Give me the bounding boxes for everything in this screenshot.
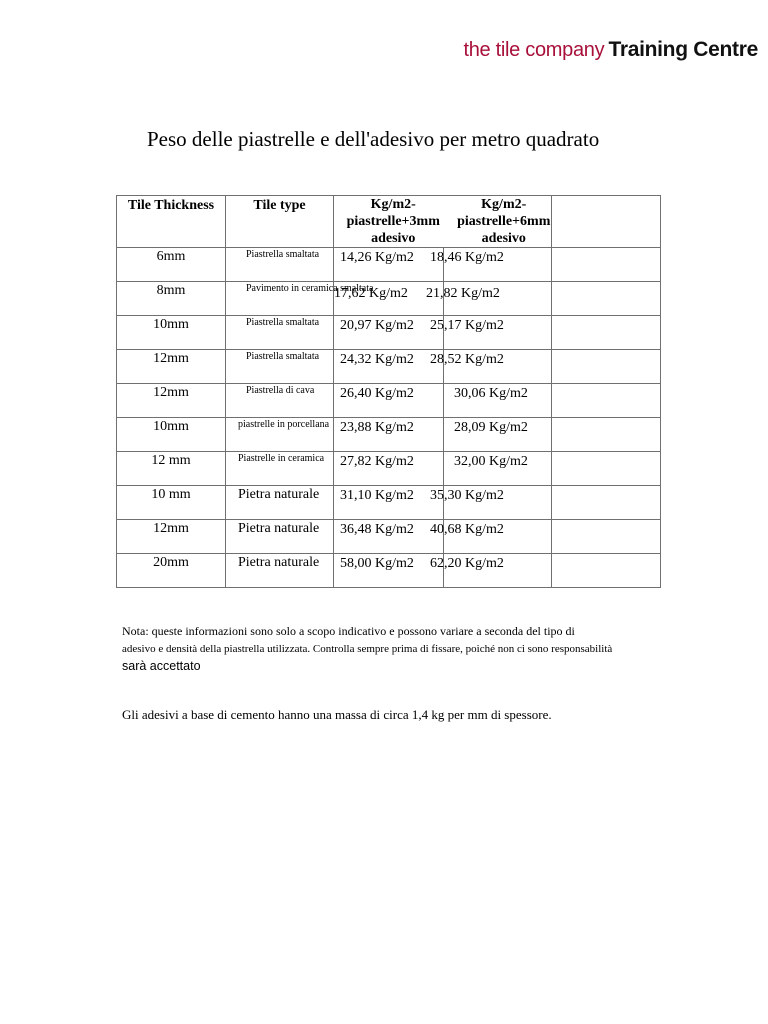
weight-6mm-value: 30,06 Kg/m2 bbox=[454, 386, 528, 401]
note-line-1: Nota: queste informazioni sono solo a scopo indicativo e possono variare a seconda del tipo di bbox=[122, 624, 575, 638]
cell-thickness bbox=[117, 350, 226, 384]
cell-type bbox=[226, 350, 334, 384]
cell-thickness bbox=[117, 384, 226, 418]
cell-weight-6mm bbox=[444, 520, 552, 554]
thickness-value: 10 mm bbox=[151, 487, 191, 502]
cell-type bbox=[226, 452, 334, 486]
thickness-value: 6mm bbox=[156, 249, 186, 264]
cell-type bbox=[226, 554, 334, 588]
type-value: piastrelle in porcellana bbox=[238, 419, 330, 430]
cell-thickness bbox=[117, 418, 226, 452]
cell-empty bbox=[552, 282, 661, 316]
note-text bbox=[122, 623, 662, 675]
cell-empty bbox=[552, 486, 661, 520]
cell-weight-3mm bbox=[334, 554, 504, 588]
type-value: Pietra naturale bbox=[238, 555, 320, 570]
cell-thickness bbox=[117, 520, 226, 554]
type-value: Pavimento in ceramica smaltata bbox=[246, 283, 374, 294]
cell-weight-3mm bbox=[334, 282, 500, 316]
thickness-value: 10mm bbox=[153, 317, 189, 332]
cell-type bbox=[226, 248, 334, 282]
cell-thickness bbox=[117, 486, 226, 520]
table-row bbox=[117, 554, 661, 588]
table-row bbox=[117, 282, 661, 316]
cell-weight-6mm bbox=[444, 486, 552, 520]
cell-empty bbox=[552, 316, 661, 350]
cell-weight-6mm bbox=[444, 554, 552, 588]
cell-weight-6mm bbox=[444, 384, 552, 418]
weight-6mm-value: 18,46 Kg/m2 bbox=[430, 250, 504, 265]
thickness-value: 12mm bbox=[153, 351, 189, 366]
weight-6mm-value: 28,09 Kg/m2 bbox=[454, 420, 528, 435]
weight-6mm-value: 32,00 Kg/m2 bbox=[454, 454, 528, 469]
thickness-value: 12mm bbox=[153, 385, 189, 400]
table-row bbox=[117, 418, 661, 452]
cell-weight-6mm bbox=[444, 282, 552, 316]
cement-adhesive-note: Gli adesivi a base di cemento hanno una massa di circa 1,4 kg per mm di spessore. bbox=[122, 707, 552, 722]
cell-type bbox=[226, 316, 334, 350]
header-type: Tile type bbox=[226, 196, 334, 248]
cell-weight-3mm bbox=[334, 384, 528, 418]
cell-empty bbox=[552, 350, 661, 384]
cell-weight-3mm bbox=[334, 316, 504, 350]
cell-empty bbox=[552, 384, 661, 418]
cell-type bbox=[226, 384, 334, 418]
weight-6mm-value: 21,82 Kg/m2 bbox=[426, 286, 500, 301]
page-title: Peso delle piastrelle e dell'adesivo per metro quadrato bbox=[147, 127, 600, 151]
weight-6mm-value: 62,20 Kg/m2 bbox=[430, 556, 504, 571]
note-line-3: sarà accettato bbox=[122, 659, 201, 673]
weight-3mm-value: 17,62 Kg/m2 bbox=[334, 286, 408, 301]
type-value: Piastrella smaltata bbox=[246, 249, 320, 260]
cell-empty bbox=[552, 418, 661, 452]
brand-centre: Training Centre bbox=[608, 38, 758, 61]
note-line-2: adesivo e densità della piastrella utilizzata. Controlla sempre prima di fissare, poiché non ci sono responsabilità bbox=[122, 643, 613, 655]
thickness-value: 8mm bbox=[156, 283, 186, 298]
thickness-value: 20mm bbox=[153, 555, 189, 570]
cell-empty bbox=[552, 248, 661, 282]
weight-3mm-value: 58,00 Kg/m2 bbox=[340, 556, 414, 571]
table-row bbox=[117, 486, 661, 520]
weight-3mm-value: 24,32 Kg/m2 bbox=[340, 352, 414, 367]
weights-table bbox=[116, 195, 661, 588]
weight-3mm-value: 27,82 Kg/m2 bbox=[340, 454, 414, 469]
cell-weight-3mm bbox=[334, 520, 504, 554]
cell-type bbox=[226, 486, 334, 520]
cell-thickness bbox=[117, 452, 226, 486]
cell-weight-3mm bbox=[334, 486, 504, 520]
type-value: Piastrella di cava bbox=[246, 385, 315, 396]
table-header-row bbox=[117, 196, 661, 248]
table-row bbox=[117, 316, 661, 350]
type-value: Piastrella smaltata bbox=[246, 317, 320, 328]
header-adhesive-3mm: Kg/m2- piastrelle+3mm adesivo bbox=[346, 197, 440, 246]
table-row bbox=[117, 452, 661, 486]
cell-empty bbox=[552, 554, 661, 588]
type-value: Piastrella smaltata bbox=[246, 351, 320, 362]
header-adhesive bbox=[334, 196, 552, 248]
weight-6mm-value: 40,68 Kg/m2 bbox=[430, 522, 504, 537]
weight-6mm-value: 25,17 Kg/m2 bbox=[430, 318, 504, 333]
thickness-value: 10mm bbox=[153, 419, 189, 434]
table-row bbox=[117, 384, 661, 418]
brand-company: the tile company bbox=[463, 39, 605, 61]
brand-logo bbox=[463, 38, 758, 62]
weight-3mm-value: 14,26 Kg/m2 bbox=[340, 250, 414, 265]
weight-6mm-value: 28,52 Kg/m2 bbox=[430, 352, 504, 367]
weight-3mm-value: 23,88 Kg/m2 bbox=[340, 420, 414, 435]
cell-weight-3mm bbox=[334, 350, 504, 384]
weight-3mm-value: 36,48 Kg/m2 bbox=[340, 522, 414, 537]
header-empty bbox=[552, 196, 661, 248]
weight-6mm-value: 35,30 Kg/m2 bbox=[430, 488, 504, 503]
table-row bbox=[117, 248, 661, 282]
weight-3mm-value: 20,97 Kg/m2 bbox=[340, 318, 414, 333]
cell-thickness bbox=[117, 316, 226, 350]
table-row bbox=[117, 350, 661, 384]
cell-weight-6mm bbox=[444, 350, 552, 384]
weight-3mm-value: 26,40 Kg/m2 bbox=[340, 386, 414, 401]
header-thickness: Tile Thickness bbox=[117, 196, 226, 248]
cell-type bbox=[226, 418, 334, 452]
thickness-value: 12mm bbox=[153, 521, 189, 536]
cell-weight-3mm bbox=[334, 248, 504, 282]
cell-weight-6mm bbox=[444, 316, 552, 350]
cell-weight-6mm bbox=[444, 248, 552, 282]
cell-type bbox=[226, 520, 334, 554]
cell-weight-6mm bbox=[444, 418, 552, 452]
type-value: Piastrelle in ceramica bbox=[238, 453, 325, 464]
cell-thickness bbox=[117, 248, 226, 282]
thickness-value: 12 mm bbox=[151, 453, 191, 468]
type-value: Pietra naturale bbox=[238, 487, 320, 502]
cell-empty bbox=[552, 452, 661, 486]
cell-empty bbox=[552, 520, 661, 554]
header-adhesive-6mm: Kg/m2- piastrelle+6mm adesivo bbox=[457, 197, 551, 246]
cell-thickness bbox=[117, 554, 226, 588]
cell-weight-6mm bbox=[444, 452, 552, 486]
cell-thickness bbox=[117, 282, 226, 316]
table-row bbox=[117, 520, 661, 554]
weight-3mm-value: 31,10 Kg/m2 bbox=[340, 488, 414, 503]
cell-weight-3mm bbox=[334, 452, 528, 486]
cell-weight-3mm bbox=[334, 418, 528, 452]
type-value: Pietra naturale bbox=[238, 521, 320, 536]
